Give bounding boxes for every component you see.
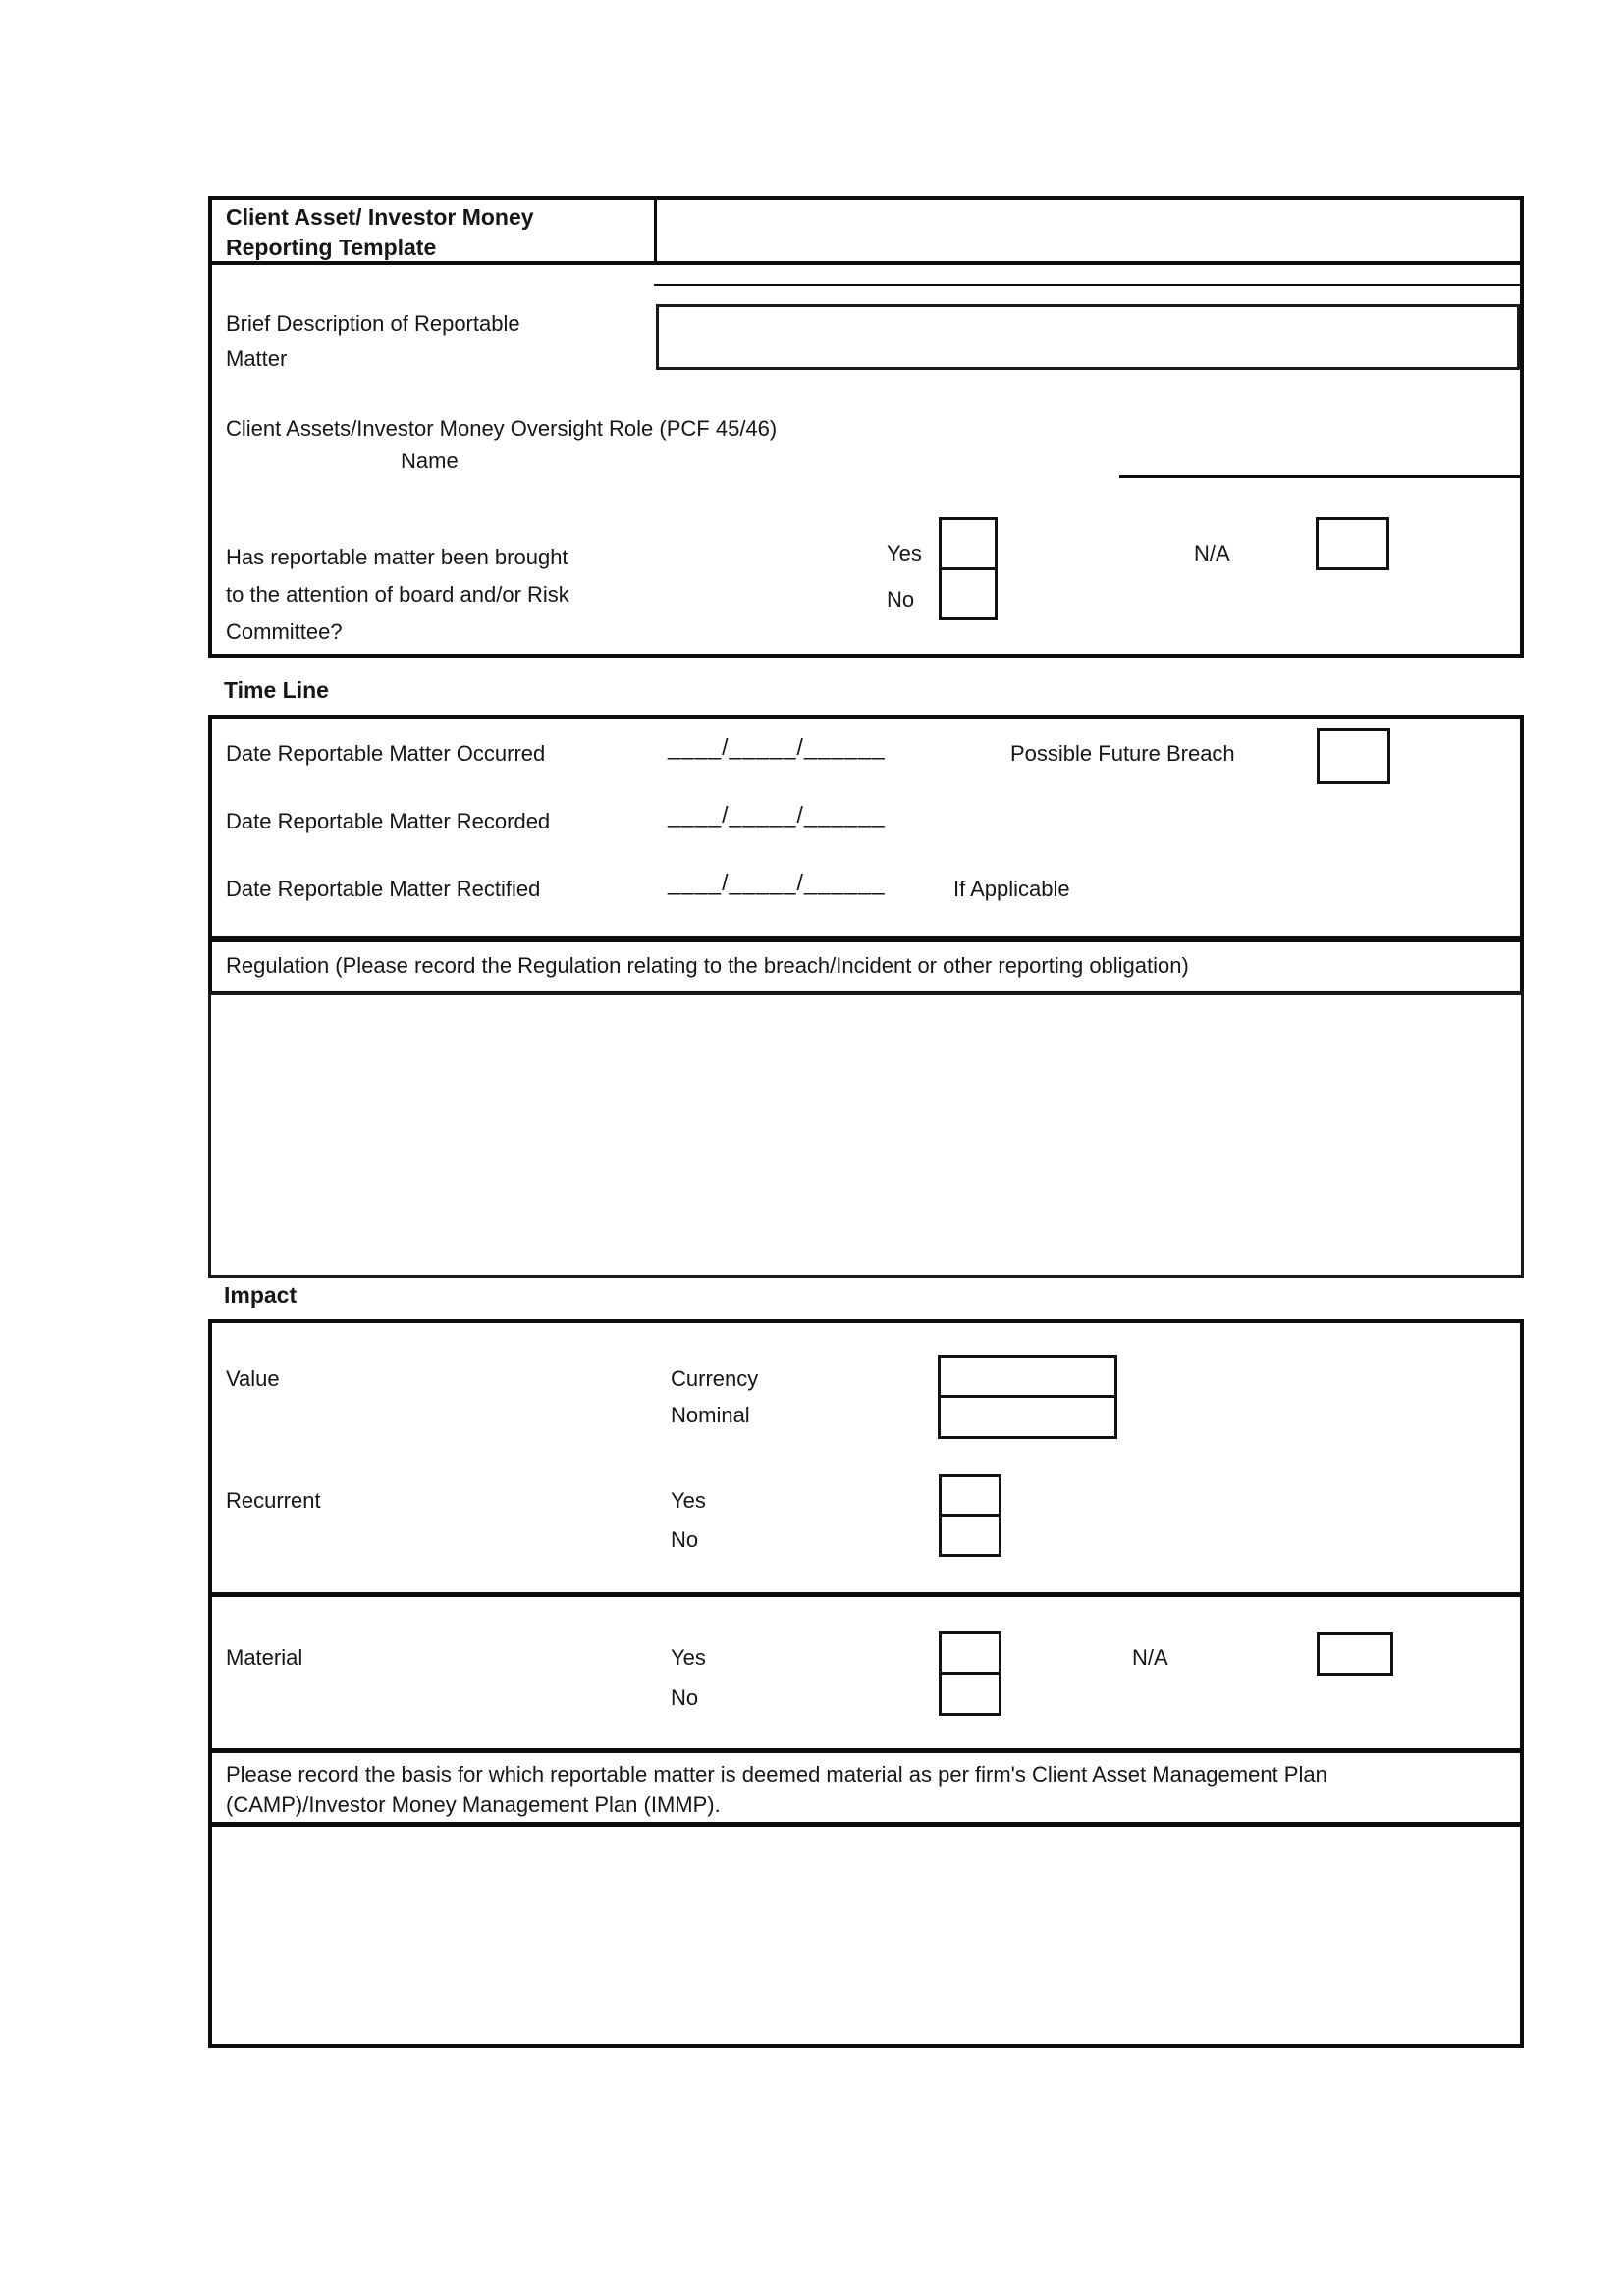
nominal-input-box[interactable] [938,1395,1117,1439]
form-title-line2: Reporting Template [226,235,437,260]
material-basis-line2: (CAMP)/Investor Money Management Plan (IMMP). [226,1792,721,1817]
board-na-label: N/A [1194,541,1230,565]
form-title [226,202,534,263]
impact-value-recurrent-box [208,1319,1524,1596]
recurrent-no-checkbox[interactable] [939,1514,1001,1557]
material-basis-line1: Please record the basis for which reportable matter is deemed material as per firm's Client Asset Management Plan [226,1762,1327,1787]
future-breach-checkbox[interactable] [1317,728,1390,784]
board-question-line2: to the attention of board and/or Risk [226,582,569,607]
date-occurred-input[interactable]: ____/_____/______ [668,734,886,760]
if-applicable-label: If Applicable [953,877,1070,901]
regulation-header-label: Regulation (Please record the Regulation relating to the breach/Incident or other reporting obligation) [226,953,1189,978]
currency-label: Currency [671,1366,759,1391]
brief-description-label [226,306,520,377]
timeline-row-label: Date Reportable Matter Rectified [226,877,541,901]
date-rectified-input[interactable]: ____/_____/______ [668,870,886,895]
brief-description-input[interactable] [656,304,1520,370]
timeline-section-title: Time Line [224,677,329,703]
date-recorded-input[interactable]: ____/_____/______ [668,802,886,828]
title-right-cell-underline [654,284,1524,286]
title-cell-divider [654,196,657,265]
impact-section-title: Impact [224,1282,298,1308]
material-no-label: No [671,1685,699,1710]
value-label: Value [226,1366,280,1391]
recurrent-no-label: No [671,1527,699,1552]
recurrent-yes-checkbox[interactable] [939,1474,1001,1517]
recurrent-yes-label: Yes [671,1488,706,1513]
brief-description-label-line1: Brief Description of Reportable [226,311,520,336]
brief-description-label-line2: Matter [226,347,288,371]
oversight-name-label: Name [401,449,459,473]
timeline-row-label: Date Reportable Matter Recorded [226,809,551,833]
oversight-name-input-line[interactable] [1119,475,1524,478]
title-empty-cell[interactable] [658,200,1520,259]
material-yes-label: Yes [671,1645,706,1670]
board-no-label: No [887,587,915,612]
nominal-label: Nominal [671,1403,750,1427]
regulation-text-area[interactable] [208,992,1524,1278]
material-yes-checkbox[interactable] [939,1631,1001,1675]
material-na-label: N/A [1132,1645,1168,1670]
board-no-checkbox[interactable] [939,567,998,620]
board-yes-checkbox[interactable] [939,517,998,570]
currency-input-box[interactable] [938,1355,1117,1398]
oversight-role-label: Client Assets/Investor Money Oversight Role (PCF 45/46) [226,416,778,441]
board-question-line1: Has reportable matter been brought [226,545,568,569]
material-na-checkbox[interactable] [1317,1632,1393,1676]
material-basis-header-label [226,1759,1327,1820]
board-na-checkbox[interactable] [1316,517,1389,570]
possible-future-breach-label: Possible Future Breach [1010,741,1235,766]
recurrent-label: Recurrent [226,1488,321,1513]
timeline-row-label: Date Reportable Matter Occurred [226,741,546,766]
form-title-line1: Client Asset/ Investor Money [226,204,534,230]
material-no-checkbox[interactable] [939,1672,1001,1716]
board-yes-label: Yes [887,541,922,565]
board-question-label [226,539,569,651]
material-label: Material [226,1645,303,1670]
board-question-line3: Committee? [226,619,343,644]
material-basis-text-area[interactable] [208,1823,1524,2048]
